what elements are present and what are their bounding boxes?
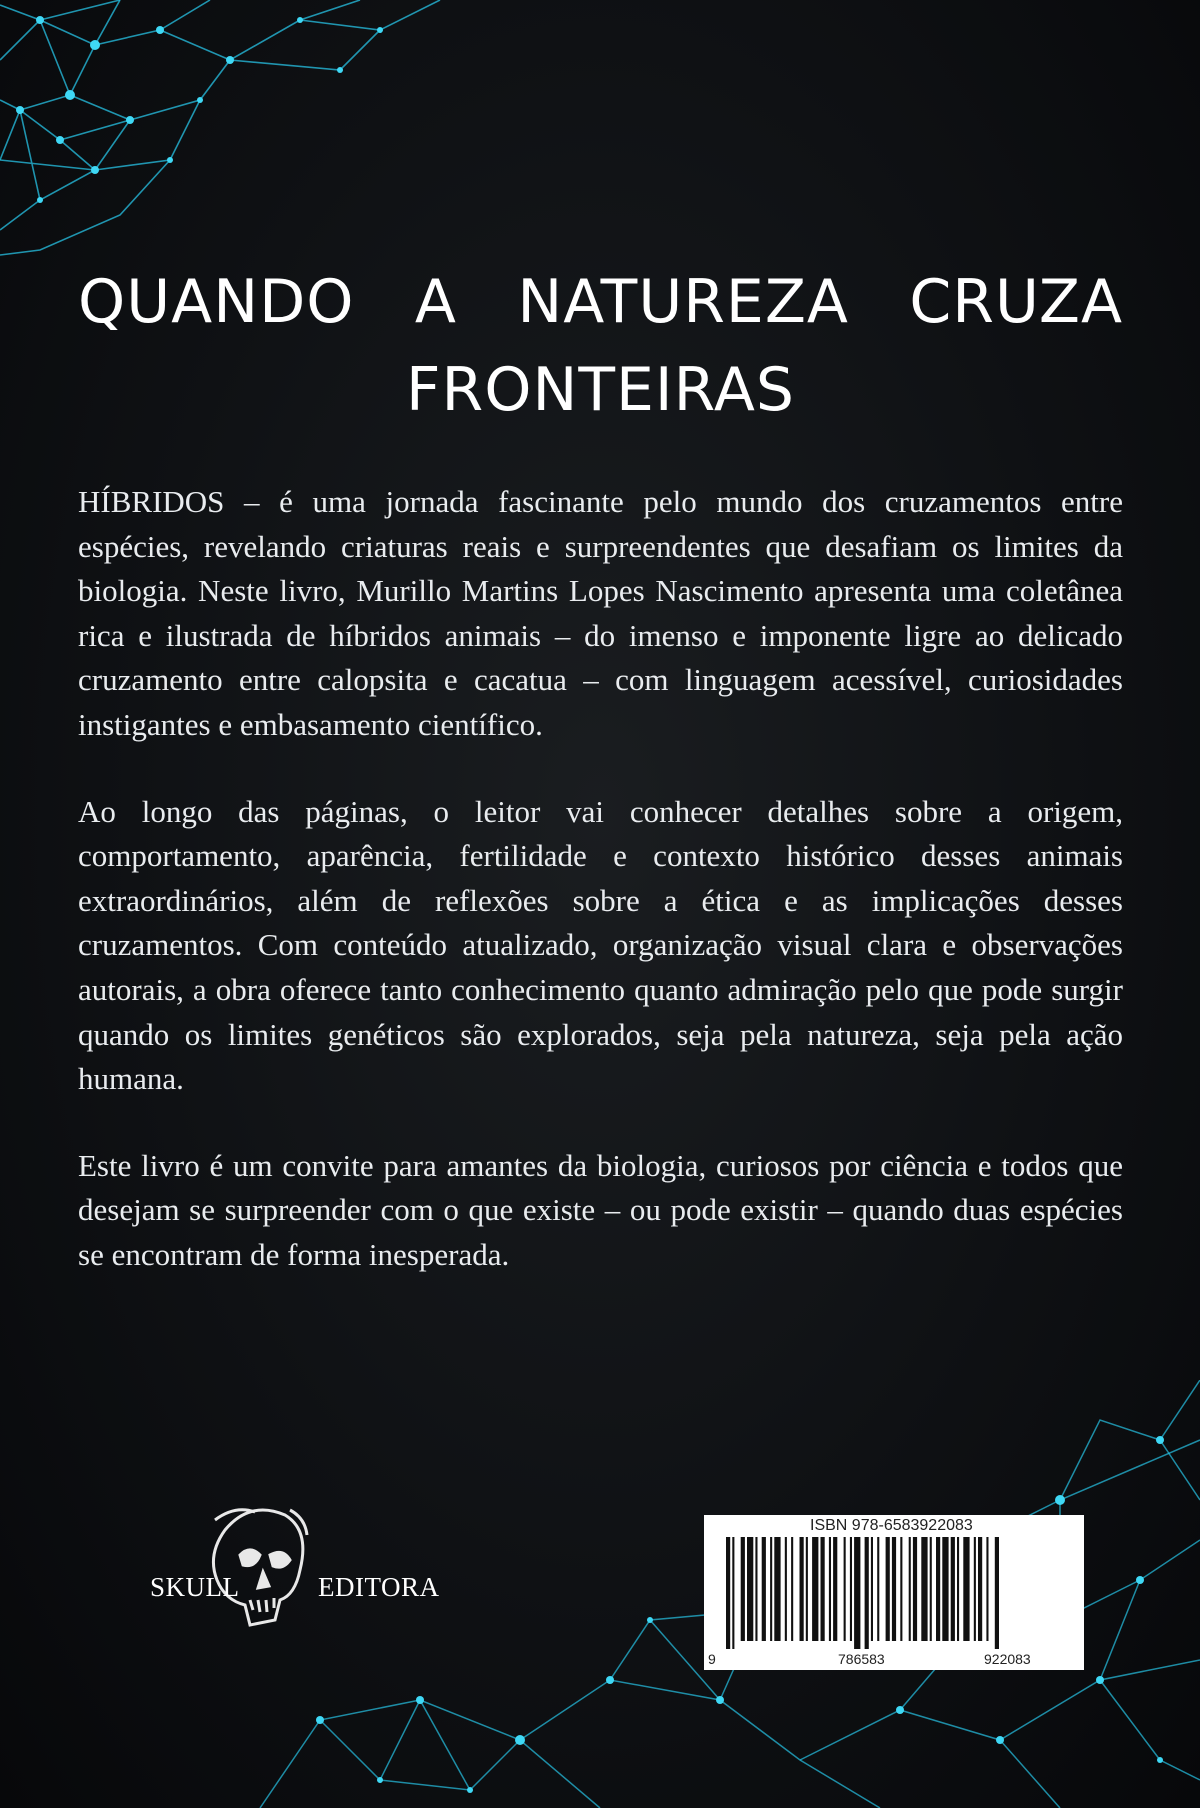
barcode-digits-left: 786583 xyxy=(838,1651,885,1667)
barcode-digits-right: 922083 xyxy=(984,1651,1031,1667)
synopsis-paragraph-1: HÍBRIDOS – é uma jornada fascinante pelo mundo dos cruzamentos entre espécies, revelando criaturas reais e surpreendentes que desafiam os limites da biologia. Neste livro, Murillo Martins Lopes Nascimento apresenta uma coletânea rica e ilustrada de híbridos animais – do imenso e imponente ligre ao delicado cruzamento entre calopsita e cacatua – com linguagem acessível, curiosidades instigantes e embasamento científico. xyxy=(78,484,1123,742)
publisher-name-right: EDITORA xyxy=(318,1572,440,1602)
barcode-bars-icon xyxy=(712,1537,1076,1649)
title-line-1: QUANDO A NATUREZA CRUZA xyxy=(78,267,1123,337)
synopsis-paragraph-3: Este livro é um convite para amantes da biologia, curiosos por ciência e todos que desejam se surpreender com o que existe – ou pode existir – quando duas espécies se encontram de forma inesperada. xyxy=(78,1147,1123,1272)
barcode-digit-lead: 9 xyxy=(708,1651,716,1667)
synopsis-paragraph-2: Ao longo das páginas, o leitor vai conhecer detalhes sobre a origem, comportamento, aparência, fertilidade e contexto histórico desses animais extraordinários, além de reflexões sobre a ética e as implicações desses cruzamentos. Com conteúdo atualizado, organização visual clara e observações autorais, a obra oferece tanto conhecimento quanto admiração pelo que pode surgir quando os limites genéticos são explorados, seja pela natureza, seja pela ação humana. xyxy=(78,793,1123,1097)
isbn-barcode xyxy=(704,1515,1084,1670)
publisher-logo xyxy=(140,1490,440,1650)
synopsis xyxy=(78,480,1123,1320)
title-line-2: FRONTEIRAS xyxy=(406,355,795,425)
cover-title xyxy=(78,258,1123,434)
publisher-name-left: SKULL xyxy=(150,1572,240,1602)
isbn-label: ISBN 978-6583922083 xyxy=(810,1517,973,1534)
network-decoration-top-left-icon xyxy=(0,0,520,270)
skull-icon xyxy=(195,1500,315,1635)
